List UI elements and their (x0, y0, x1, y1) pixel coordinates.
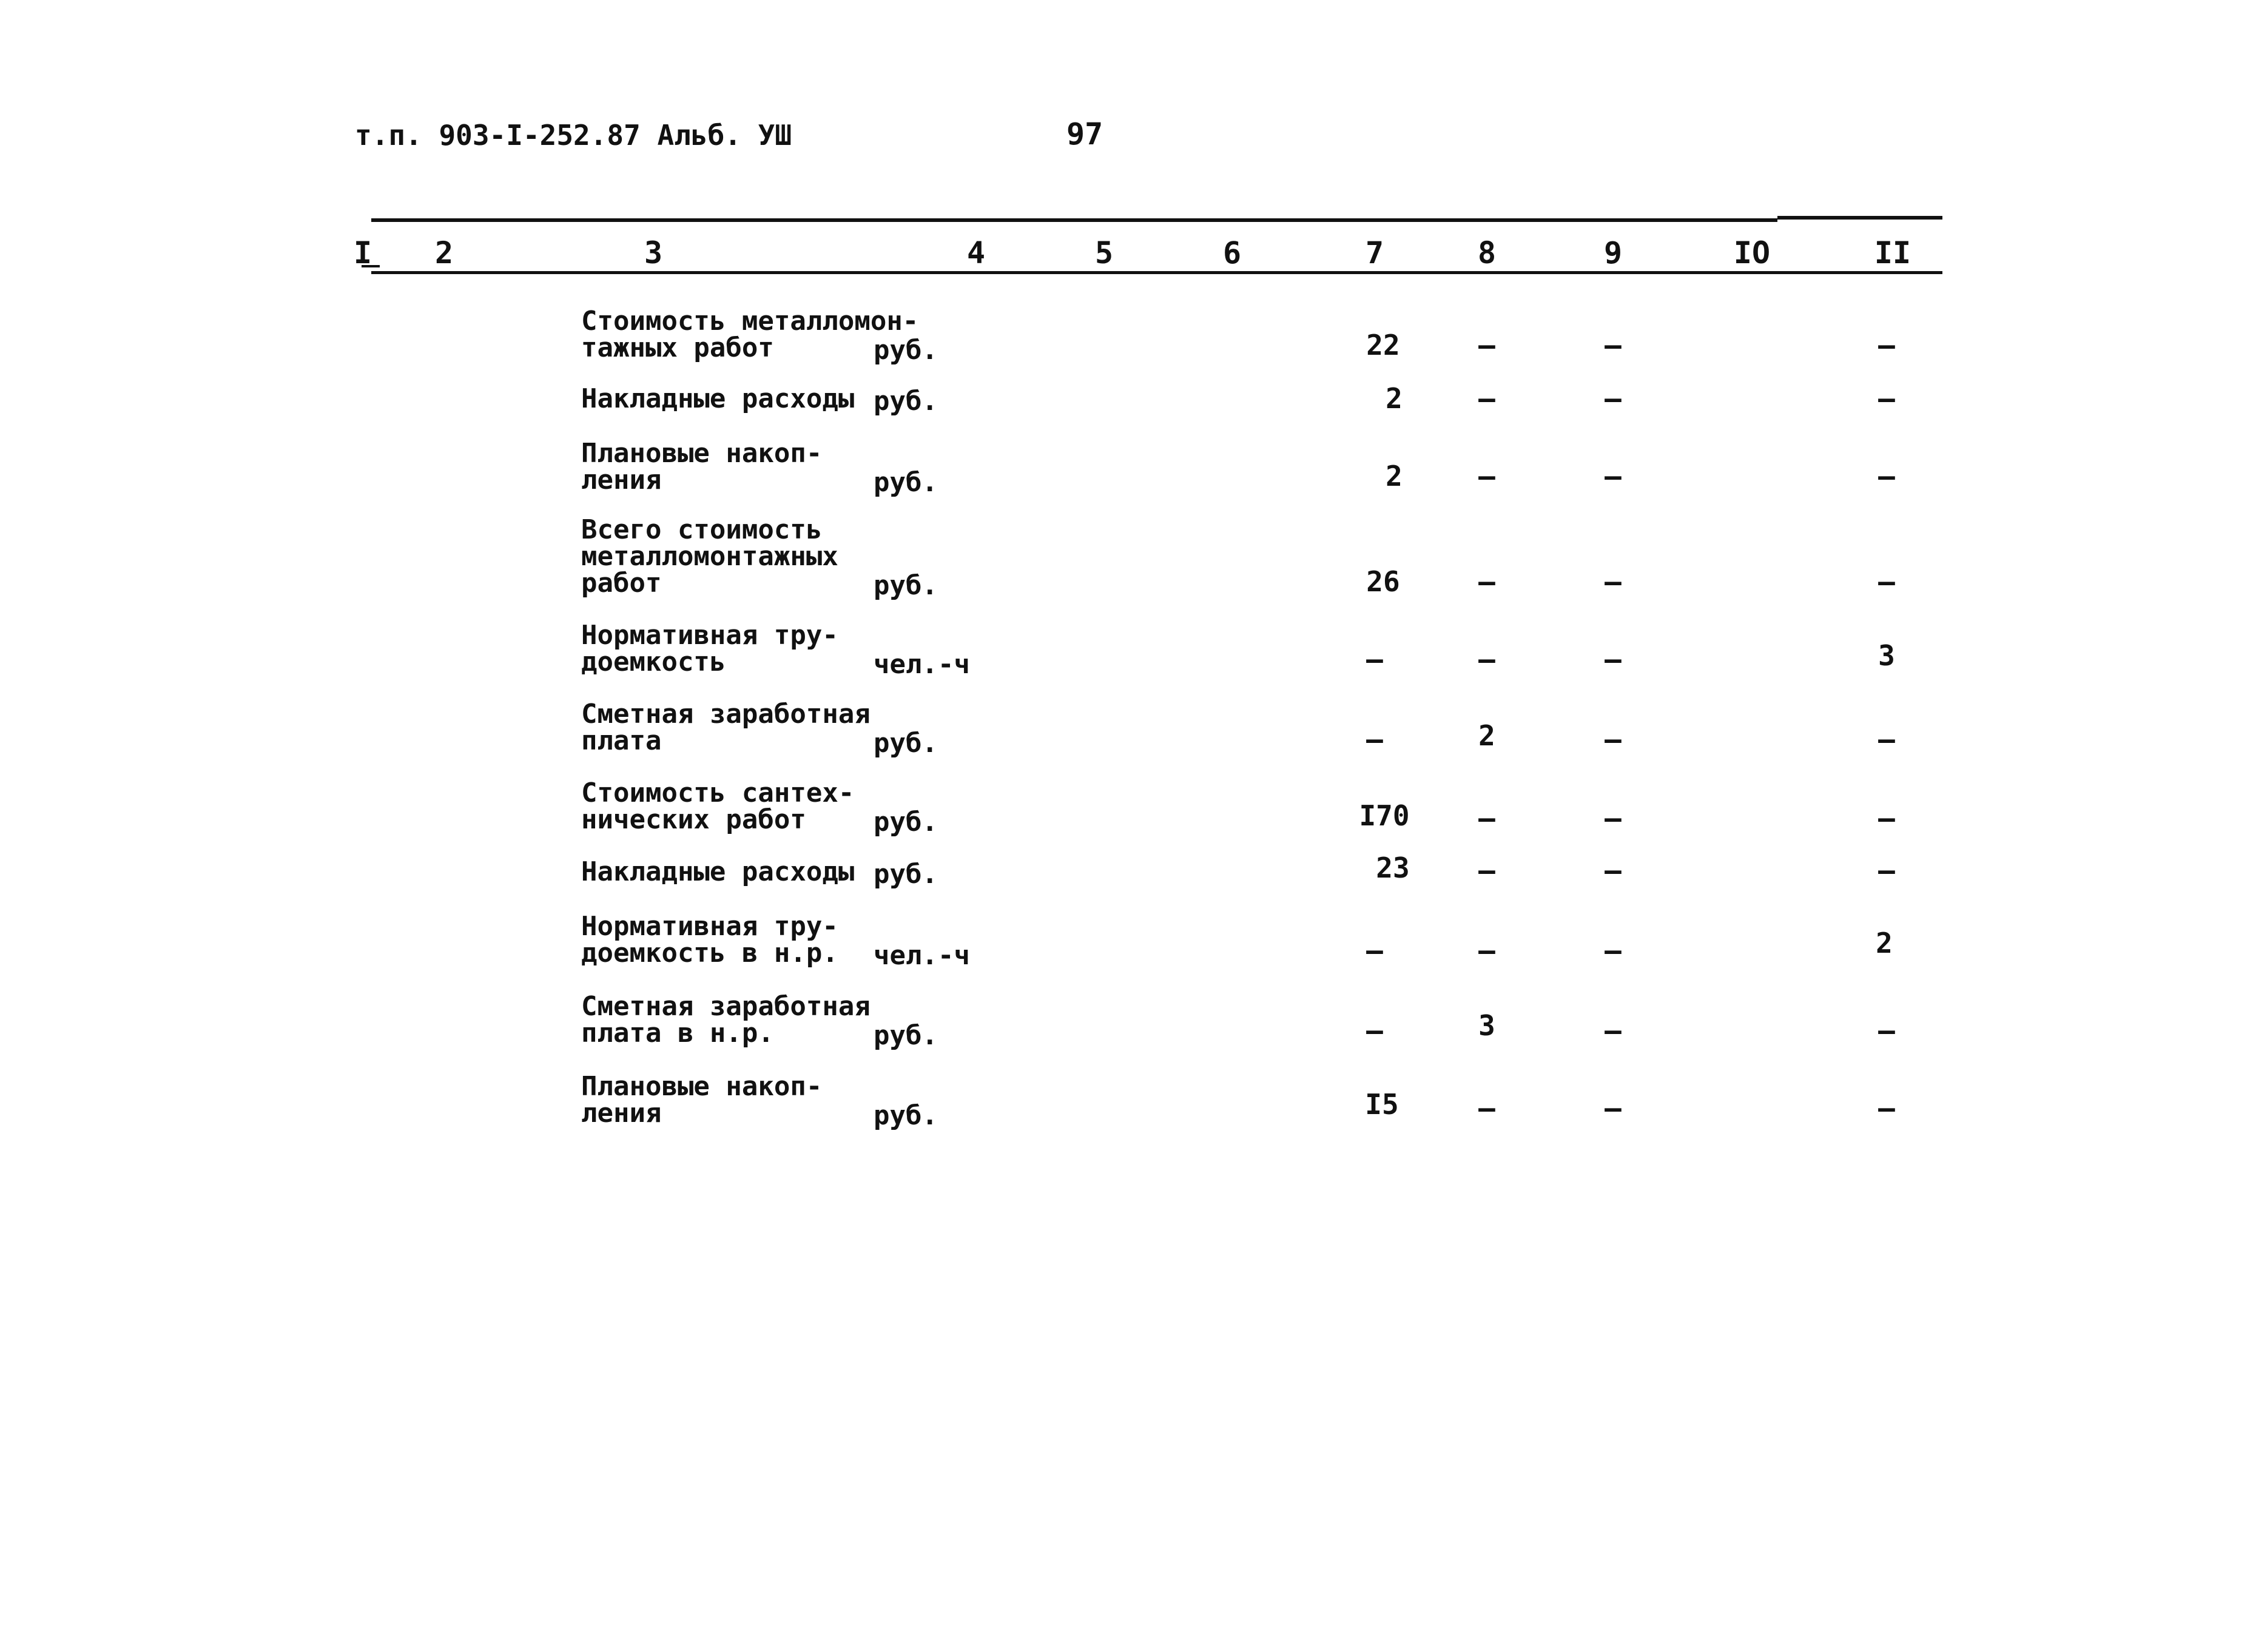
row-unit: чел.-ч (874, 649, 970, 680)
cell-col11: – (1878, 382, 1895, 415)
cell-col7: – (1366, 643, 1383, 676)
cell-col8: – (1478, 643, 1495, 676)
cell-col8: 2 (1478, 719, 1495, 752)
cell-col11: 2 (1876, 927, 1893, 959)
row-unit: руб. (874, 859, 938, 890)
column-header-4: 4 (966, 235, 986, 270)
cell-col8: 3 (1478, 1009, 1495, 1042)
row-unit: руб. (874, 728, 938, 759)
cell-col7: – (1366, 723, 1383, 756)
row-unit: руб. (874, 807, 938, 838)
cell-col11: – (1878, 565, 1895, 598)
cell-col11: – (1878, 329, 1895, 361)
cell-col9: – (1605, 934, 1622, 967)
row-label: Всего стоимость металломонтажных работ (581, 514, 838, 599)
cell-col7: I70 (1359, 799, 1410, 832)
column-header-10: IO (1733, 235, 1771, 270)
row-unit: руб. (874, 335, 938, 366)
cell-col11: – (1878, 723, 1895, 756)
cell-col7: I5 (1365, 1088, 1399, 1121)
row-label: Стоимость сантех- нических работ (581, 777, 855, 835)
cell-col7: – (1366, 1014, 1383, 1047)
row-unit: руб. (874, 1100, 938, 1131)
row-unit: руб. (874, 1020, 938, 1051)
row-label: Стоимость металломон- тажных работ (581, 306, 919, 363)
cell-col11: – (1878, 854, 1895, 887)
cell-col8: – (1478, 565, 1495, 598)
column-header-2: 2 (434, 235, 454, 270)
cell-col11: – (1878, 460, 1895, 492)
column-header-6: 6 (1222, 235, 1242, 270)
row-label: Сметная заработная плата (581, 699, 871, 756)
cell-col8: – (1478, 1092, 1495, 1124)
cell-col11: – (1878, 1014, 1895, 1047)
cell-col7: 22 (1366, 329, 1400, 361)
cell-col11: – (1878, 1092, 1895, 1124)
cell-col8: – (1478, 934, 1495, 967)
cell-col9: – (1605, 565, 1622, 598)
row-unit: руб. (874, 467, 938, 498)
row-label: Нормативная тру- доемкость в н.р. (581, 911, 838, 969)
row-label: Накладные расходы (581, 383, 855, 414)
cell-col9: – (1605, 723, 1622, 756)
cell-col11: – (1878, 802, 1895, 834)
document-code: т.п. 903-I-252.87 Альб. УШ (355, 119, 792, 152)
row-label: Накладные расходы (581, 856, 855, 887)
cell-col9: – (1605, 1092, 1622, 1124)
cell-col9: – (1605, 802, 1622, 834)
row-label: Сметная заработная плата в н.р. (581, 991, 871, 1049)
cell-col11: 3 (1878, 639, 1895, 672)
cell-col9: – (1605, 1014, 1622, 1047)
column-header-5: 5 (1094, 235, 1114, 270)
cell-col9: – (1605, 460, 1622, 492)
column-header-8: 8 (1477, 235, 1497, 270)
cell-col7: 2 (1386, 382, 1403, 415)
cell-col7: 26 (1366, 565, 1400, 598)
column-header-9: 9 (1603, 235, 1623, 270)
cell-col8: – (1478, 802, 1495, 834)
cell-col8: – (1478, 854, 1495, 887)
row-label: Нормативная тру- доемкость (581, 620, 838, 677)
page-number: 97 (1066, 116, 1103, 152)
column-header-7: 7 (1365, 235, 1384, 270)
row-unit: руб. (874, 386, 938, 417)
row-unit: руб. (874, 570, 938, 601)
cell-col9: – (1605, 643, 1622, 676)
column-header-3: 3 (644, 235, 663, 270)
row-label: Плановые накоп- ления (581, 1071, 823, 1129)
cell-col8: – (1478, 329, 1495, 361)
table-top-rule (371, 218, 1777, 222)
row-label: Плановые накоп- ления (581, 438, 823, 495)
row-unit: чел.-ч (874, 940, 970, 971)
cell-col9: – (1605, 329, 1622, 361)
cell-col8: – (1478, 382, 1495, 415)
cell-col9: – (1605, 382, 1622, 415)
cell-col7: 2 (1386, 460, 1403, 492)
table-header-rule (371, 271, 1942, 274)
cell-col7: – (1366, 934, 1383, 967)
cell-col7: 23 (1376, 851, 1410, 884)
cell-col9: – (1605, 854, 1622, 887)
table-top-rule-right (1777, 216, 1942, 220)
column-header-11: II (1874, 235, 1911, 270)
column-header-1: I (353, 235, 372, 270)
cell-col8: – (1478, 460, 1495, 492)
